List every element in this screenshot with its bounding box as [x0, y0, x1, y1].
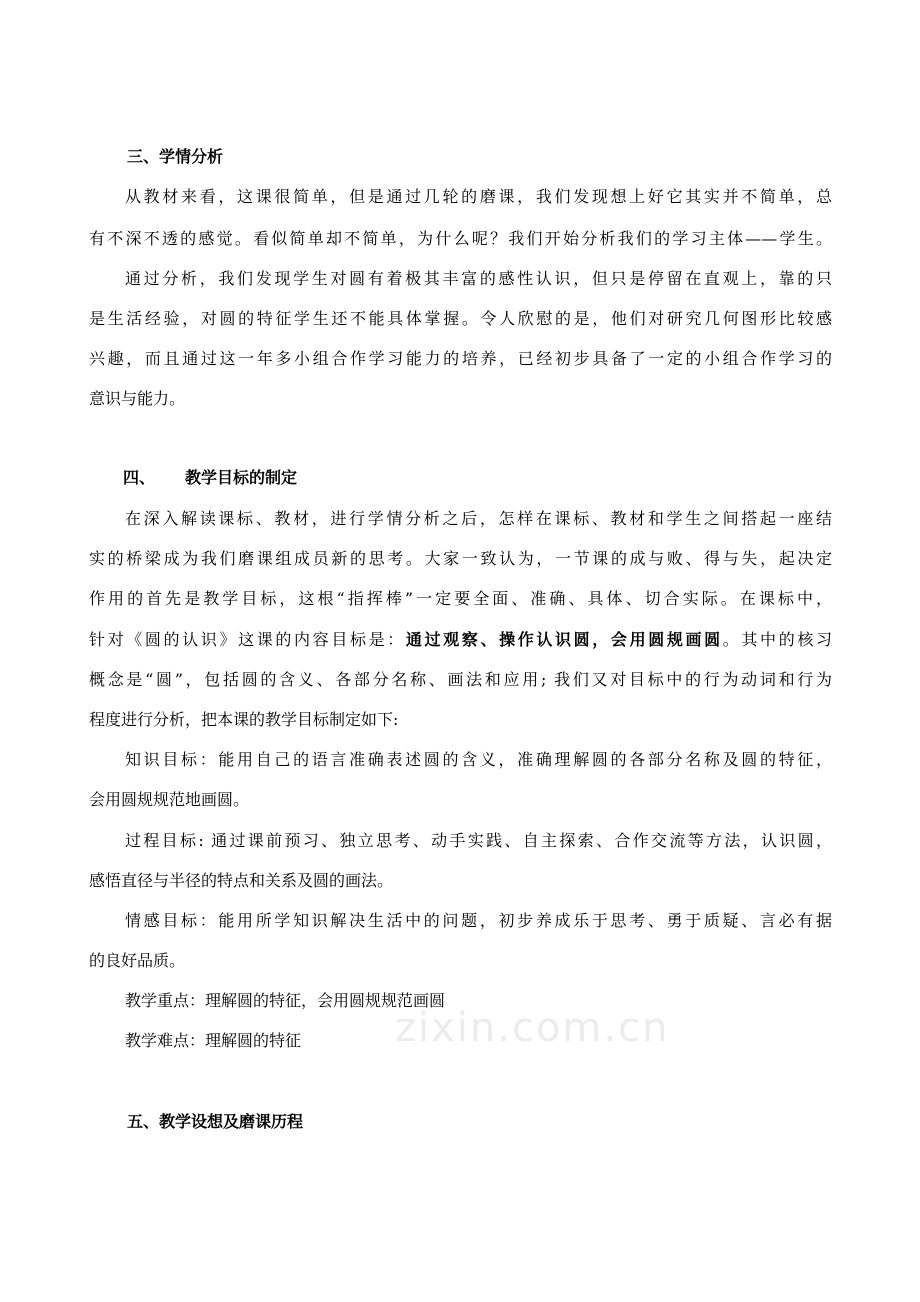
s4-p1-line4 [89, 628, 832, 652]
emotion-goal-line1: 情感目标：能用所学知识解决生活中的问题，初步养成乐于思考、勇于质疑、言必有据 [125, 911, 832, 930]
s4-p1-line6: 程度进行分析，把本课的教学目标制定如下: [89, 710, 399, 729]
s3-p1-line2: 有不深不透的感觉。看似简单却不简单，为什么呢？我们开始分析我们的学习主体——学生。 [89, 229, 832, 248]
process-goal-line1: 过程目标: 通过课前预习、独立思考、动手实践、自主探索、合作交流等方法，认识圆， [125, 831, 832, 850]
section-4-heading [123, 466, 297, 490]
section-4-heading-number: 四、 [123, 468, 156, 487]
s4-p1-line4-post: 。其中的核习 [722, 630, 832, 649]
knowledge-goal-line1: 知识目标：能用自己的语言准确表述圆的含义，准确理解圆的各部分名称及圆的特征， [125, 750, 832, 769]
content-goal-bold: 通过观察、操作认识圆，会用圆规画圆 [405, 630, 723, 649]
s4-p1-line1: 在深入解读课标、教材，进行学情分析之后，怎样在课标、教材和学生之间搭起一座结 [125, 509, 832, 528]
s3-p2-line2: 是生活经验，对圆的特征学生还不能具体掌握。令人欣慰的是，他们对研究几何图形比较感 [89, 309, 832, 328]
section-5-heading: 五、教学设想及磨课历程 [127, 1112, 304, 1131]
watermark: zixin.com.cn [395, 1005, 670, 1051]
section-4-heading-text: 教学目标的制定 [185, 468, 298, 487]
difficulty-point: 教学难点：理解圆的特征 [125, 1031, 302, 1050]
section-3-heading: 三、学情分析 [127, 147, 224, 166]
s3-p1-line1: 从教材来看，这课很简单，但是通过几轮的磨课，我们发现想上好它其实并不简单，总 [125, 187, 832, 206]
knowledge-goal-line2: 会用圆规规范地画圆。 [89, 790, 250, 809]
s4-p1-line2: 实的桥梁成为我们磨课组成员新的思考。大家一致认为，一节课的成与败、得与失，起决定 [89, 549, 832, 568]
s3-p2-line4: 意识与能力。 [89, 389, 186, 408]
s4-p1-line3: 作用的首先是教学目标，这根“指挥棒”一定要全面、准确、具体、切合实际。在课标中， [89, 589, 832, 608]
process-goal-line2: 感悟直径与半径的特点和关系及圆的画法。 [89, 871, 394, 890]
s3-p2-line3: 兴趣，而且通过这一年多小组合作学习能力的培养，已经初步具备了一定的小组合作学习的 [89, 349, 832, 368]
s4-p1-line5: 概念是“圆”，包括圆的含义、各部分名称、画法和应用; 我们又对目标中的行为动词和行为 [89, 670, 832, 689]
key-point: 教学重点：理解圆的特征，会用圆规规范画圆 [125, 991, 446, 1010]
s4-p1-line4-pre: 针对《圆的认识》这课的内容目标是： [89, 630, 406, 649]
s3-p2-line1: 通过分析，我们发现学生对圆有着极其丰富的感性认识，但只是停留在直观上，靠的只 [125, 269, 832, 288]
emotion-goal-line2: 的良好品质。 [89, 951, 186, 970]
